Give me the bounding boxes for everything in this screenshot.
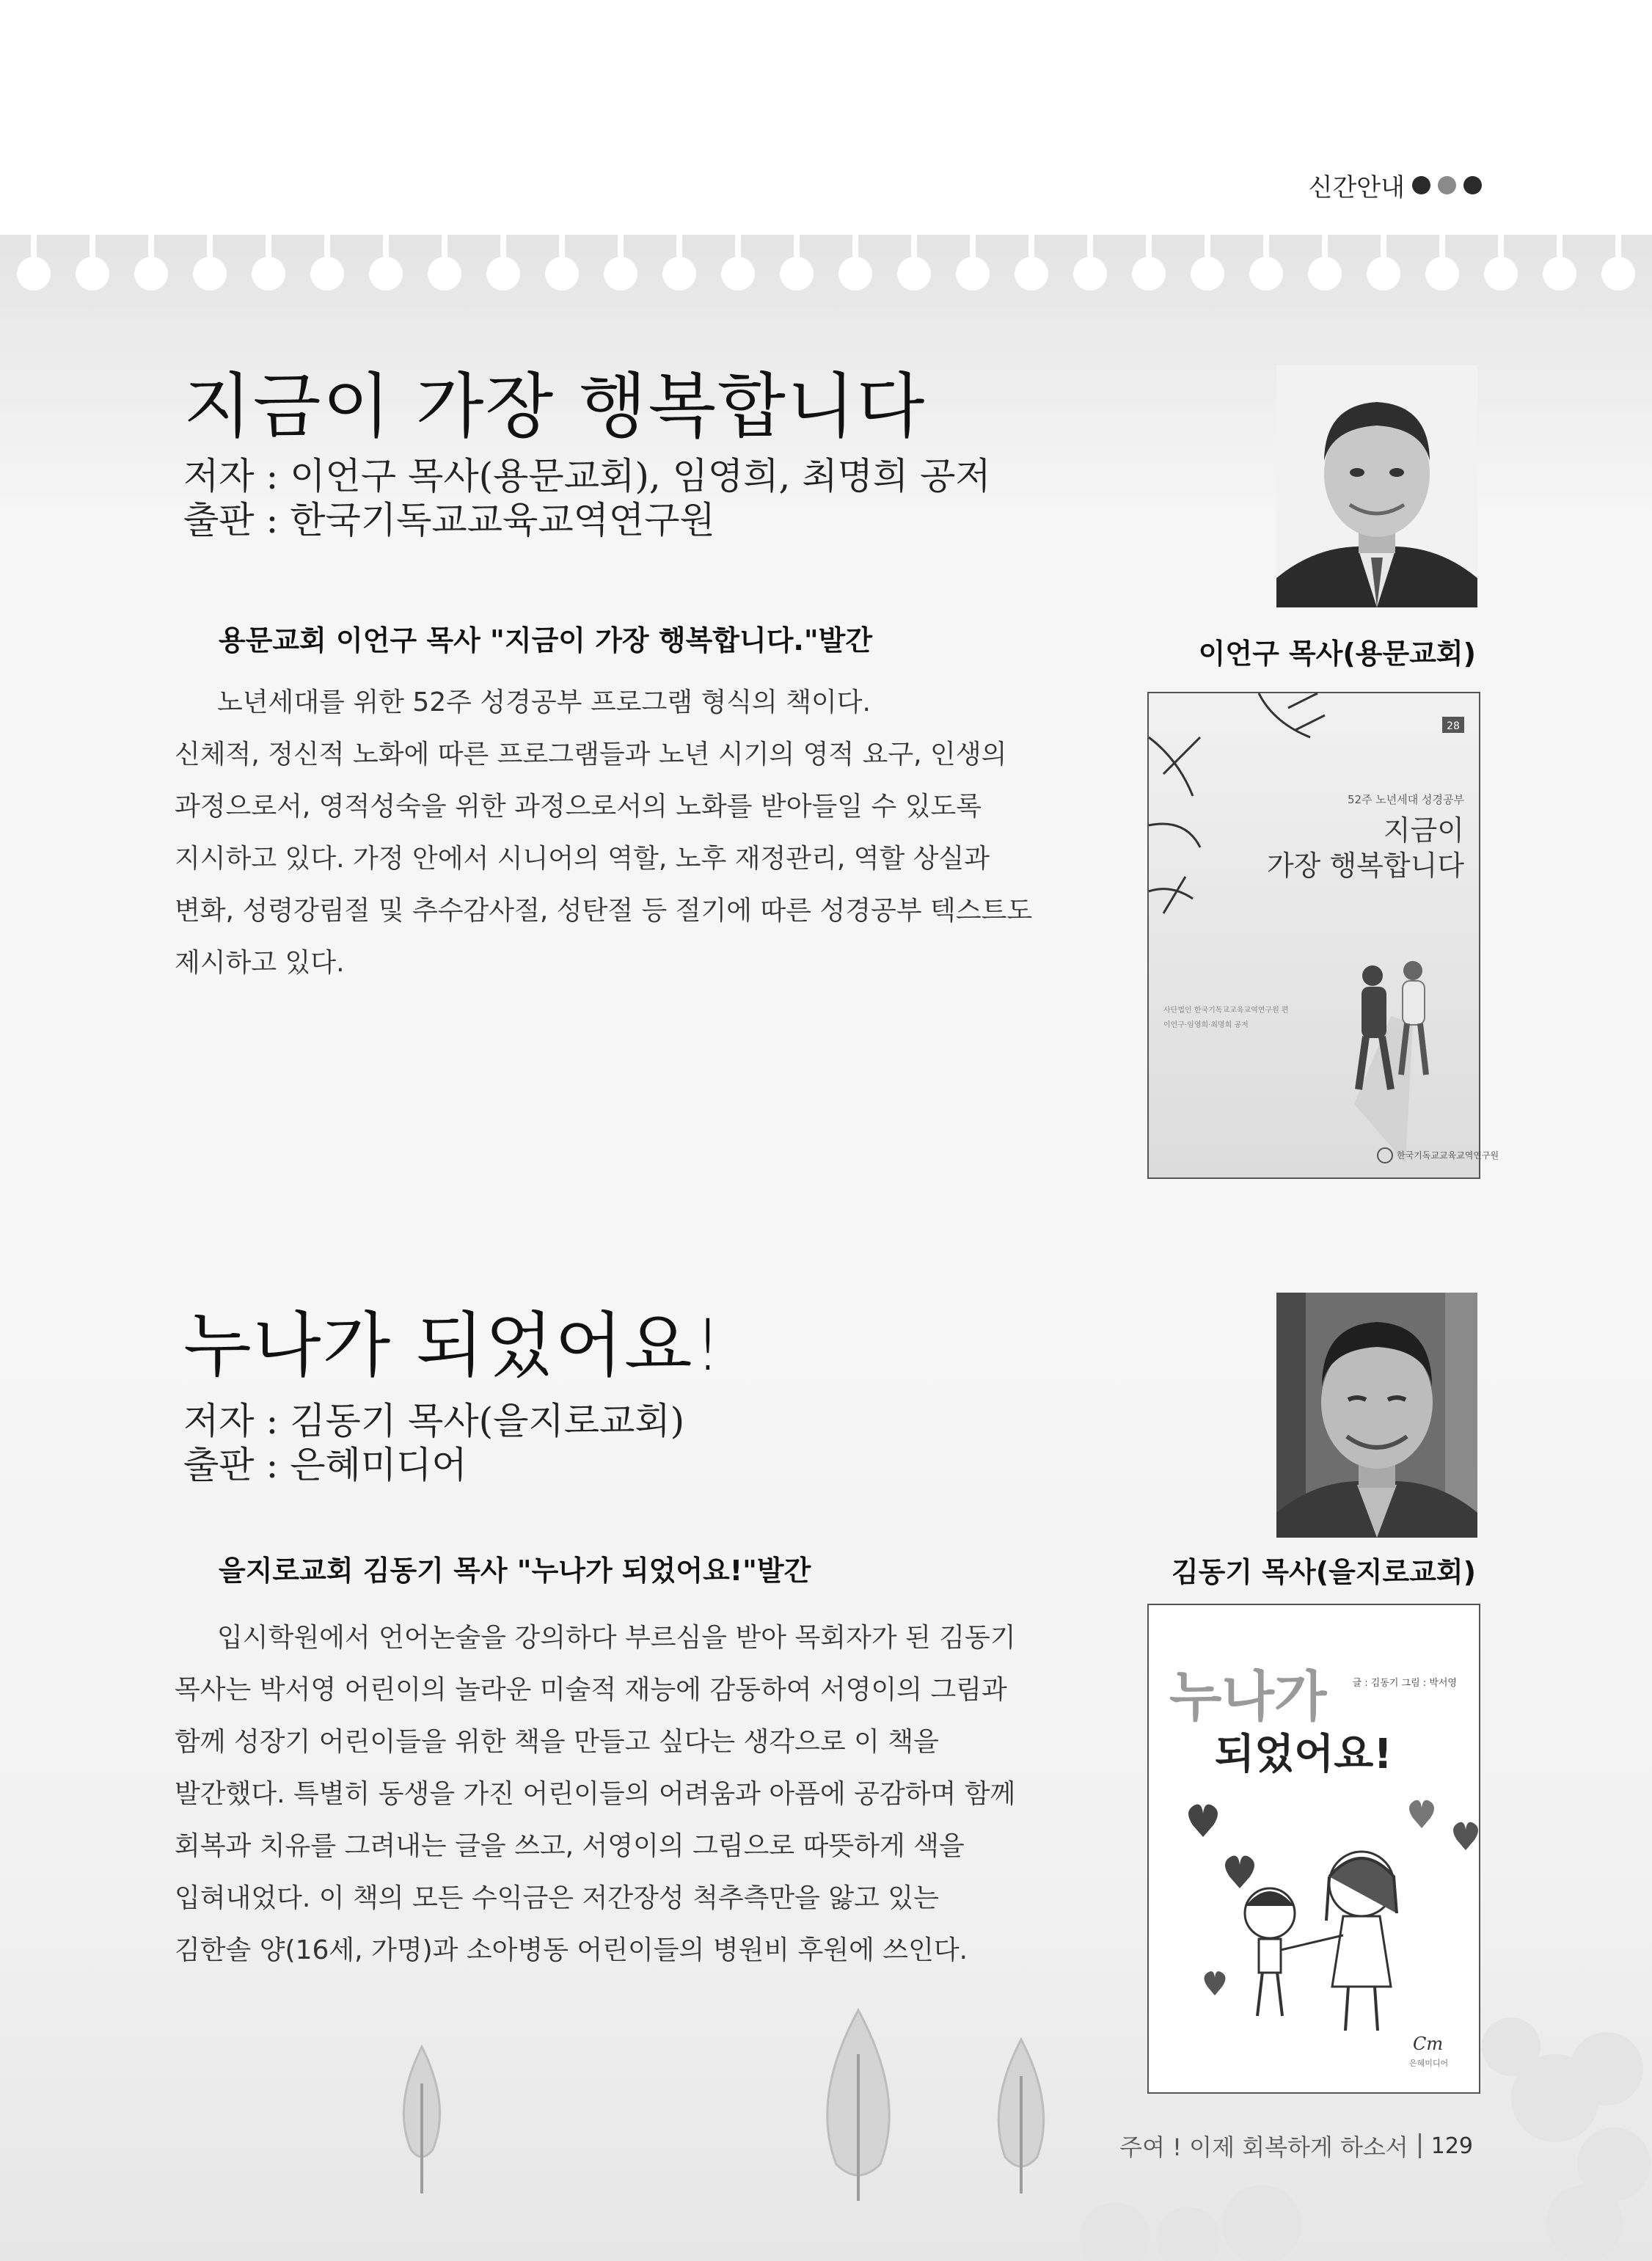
- footer-divider: [1419, 2133, 1421, 2158]
- scallop-bead: [603, 233, 638, 291]
- book1-author: 저자 : 이언구 목사(용문교회), 임영희, 최명희 공저: [183, 455, 991, 497]
- book1-publisher: 출판 : 한국기독교교육교역연구원: [183, 499, 715, 541]
- book2-cover-title-bottom: 되었어요!: [1215, 1731, 1392, 1778]
- book1-subheading: 용문교회 이언구 목사 "지금이 가장 행복합니다."발간: [219, 624, 873, 657]
- scallop-bead: [1249, 233, 1284, 291]
- scallop-bead: [955, 233, 990, 291]
- book2-photo-caption: 김동기 목사(을지로교회): [1171, 1556, 1476, 1588]
- scallop-bead: [75, 233, 110, 291]
- scallop-bead: [1190, 233, 1225, 291]
- book1-cover-subtitle: 52주 노년세대 성경공부: [1347, 793, 1464, 806]
- book2-subheading: 을지로교회 김동기 목사 "누나가 되었어요!"발간: [219, 1555, 811, 1587]
- scallop-bead: [16, 233, 51, 291]
- book2-body-line: 회복과 치유를 그려내는 글을 쓰고, 서영이의 그림으로 따뜻하게 색을: [175, 1831, 965, 1861]
- scallop-bead: [1366, 233, 1401, 291]
- book2-cover-title-top: 누나가: [1169, 1665, 1327, 1728]
- book2-body-line: 김한솔 양(16세, 가명)과 소아병동 어린이들의 병원비 후원에 쓰인다.: [175, 1935, 968, 1965]
- svg-text:Cm: Cm: [1413, 2034, 1444, 2054]
- scallop-bead: [779, 233, 814, 291]
- book2-body-line: 목사는 박서영 어린이의 놀라운 미술적 재능에 감동하여 서영이의 그림과: [175, 1675, 1007, 1705]
- scallop-bead: [662, 233, 697, 291]
- scallop-bead: [544, 233, 580, 291]
- scallop-bead: [192, 233, 227, 291]
- scallop-bead: [838, 233, 873, 291]
- scallop-bead: [134, 233, 169, 291]
- book1-cover-credits: 사단법인 한국기독교교육교역연구원 편: [1163, 1007, 1289, 1015]
- section-label: 신간안내: [1308, 173, 1405, 202]
- section-dot-icon: [1412, 176, 1430, 194]
- scallop-bead: [368, 233, 403, 291]
- book1-cover-title-line2: 가장 행복합니다: [1266, 850, 1464, 882]
- page-number: 129: [1430, 2133, 1473, 2159]
- scallop-bead: [486, 233, 521, 291]
- book2-body-line: 함께 성장기 어린이들을 위한 책을 만들고 싶다는 생각으로 이 책을: [175, 1727, 939, 1757]
- book2-title: 누나가 되었어요!: [183, 1304, 724, 1387]
- book1-body-line: 제시하고 있다.: [175, 948, 345, 978]
- section-dot-icon: [1438, 176, 1456, 194]
- book2-body-line: 입혀내었다. 이 책의 모든 수익금은 저간장성 척추측만을 앓고 있는: [175, 1883, 939, 1913]
- book2-body: [175, 1612, 1040, 1976]
- book2-publisher: 출판 : 은혜미디어: [183, 1444, 467, 1486]
- book1-body-line: 변화, 성령강림절 및 추수감사절, 성탄절 등 절기에 따른 성경공부 텍스트도: [175, 896, 1033, 926]
- book1-body-line: 노년세대를 위한 52주 성경공부 프로그램 형식의 책이다.: [217, 687, 871, 717]
- scallop-bead: [427, 233, 462, 291]
- author-photo-lee: [1276, 365, 1477, 607]
- section-header: [1309, 167, 1482, 203]
- book1-title: 지금이 가장 행복합니다: [183, 365, 926, 448]
- book1-cover: [1147, 692, 1499, 1179]
- book2-author: 저자 : 김동기 목사(을지로교회): [183, 1400, 685, 1442]
- scallop-bead: [1131, 233, 1166, 291]
- scallop-bead: [310, 233, 345, 291]
- book1-body-line: 과정으로서, 영적성숙을 위한 과정으로서의 노화를 받아들일 수 있도록: [175, 792, 982, 822]
- book2-body-line: 입시학원에서 언어논술을 강의하다 부르심을 받아 목회자가 된 김동기: [217, 1623, 1016, 1653]
- scallop-bead: [720, 233, 756, 291]
- book1-body-line: 신체적, 정신적 노화에 따른 프로그램들과 노년 시기의 영적 요구, 인생의: [175, 739, 1007, 770]
- book2-cover-credits: 글 : 김동기 그림 : 박서영: [1352, 1678, 1457, 1689]
- scallop-bead: [896, 233, 932, 291]
- scallop-bead: [1072, 233, 1108, 291]
- section-dot-icon: [1463, 176, 1482, 194]
- book1-cover-series: 28: [1447, 720, 1460, 732]
- decorative-trees: [0, 1951, 1652, 2261]
- scallop-bead: [251, 233, 286, 291]
- book1-body: [175, 676, 1040, 989]
- book1-cover-credits: 이언구·임영희·최명희 공저: [1163, 1021, 1249, 1029]
- book1-cover-title-line1: 지금이: [1383, 814, 1464, 847]
- book1-body-line: 지시하고 있다. 가정 안에서 시니어의 역할, 노후 재정관리, 역할 상실과: [175, 844, 990, 874]
- scallop-border: [0, 233, 1652, 314]
- author-photo-kim: [1276, 1293, 1477, 1538]
- scallop-bead: [1542, 233, 1577, 291]
- book1-photo-caption: 이언구 목사(용문교회): [1198, 638, 1476, 670]
- book1-cover-publisher: 한국기독교교육교역연구원: [1397, 1150, 1499, 1161]
- scallop-bead: [1307, 233, 1342, 291]
- book2-cover-publisher: 은혜미디어: [1409, 2059, 1449, 2068]
- footer-slogan: 주여 ! 이제 회복하게 하소서: [1119, 2133, 1408, 2161]
- book2-body-line: 발간했다. 특별히 동생을 가진 어린이들의 어려움과 아픔에 공감하며 함께: [175, 1779, 1016, 1809]
- scallop-bead: [1014, 233, 1049, 291]
- scallop-bead: [1483, 233, 1518, 291]
- page-footer: [1119, 2129, 1473, 2163]
- scallop-bead: [1601, 233, 1636, 291]
- scallop-bead: [1425, 233, 1460, 291]
